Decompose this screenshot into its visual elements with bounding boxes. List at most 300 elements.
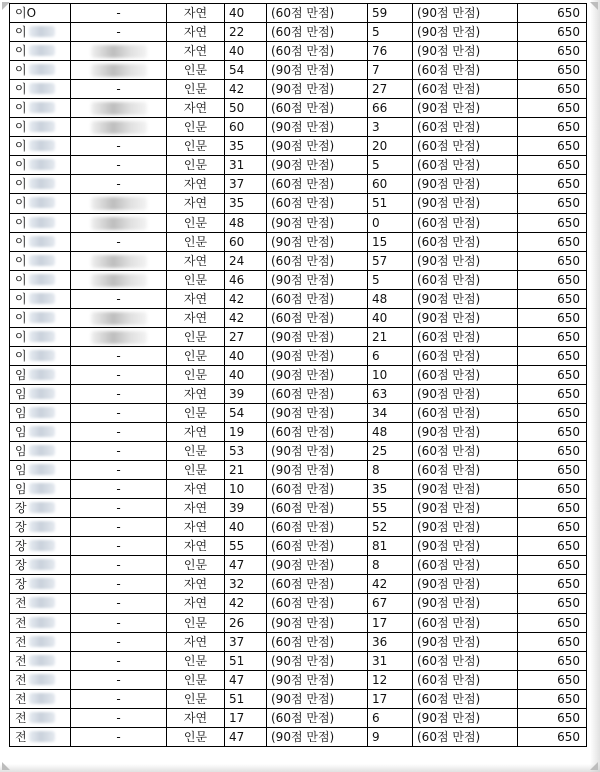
m1-text: (90점 만점) — [271, 272, 335, 287]
s1-text: 10 — [229, 482, 245, 497]
name-text: 임 — [15, 406, 27, 420]
cell-s1 — [225, 156, 267, 175]
s1-text: 54 — [229, 63, 245, 78]
m2-text: (60점 만점) — [417, 672, 481, 687]
redacted-name — [29, 312, 55, 323]
cell-m2 — [413, 194, 518, 213]
cell-name — [10, 23, 71, 42]
etc-text: - — [116, 501, 121, 516]
cell-track — [167, 232, 225, 251]
redacted-name — [29, 293, 55, 304]
cell-name — [10, 213, 71, 232]
cell-s2 — [368, 251, 413, 270]
m1-text: (60점 만점) — [271, 253, 335, 268]
cell-etc — [71, 61, 167, 80]
cell-name — [10, 118, 71, 137]
cell-track — [167, 632, 225, 651]
track-text: 자연 — [183, 196, 208, 211]
table-row — [10, 308, 587, 327]
redacted-name — [29, 540, 55, 551]
cell-total — [518, 4, 587, 23]
s1-text: 42 — [229, 596, 245, 611]
corner-mark-bottom-right — [590, 762, 598, 770]
cell-etc — [71, 23, 167, 42]
cell-name — [10, 403, 71, 422]
cell-s1 — [225, 461, 267, 480]
cell-m1 — [267, 99, 368, 118]
redacted-name — [29, 102, 55, 113]
etc-text: - — [116, 520, 121, 535]
cell-etc — [71, 289, 167, 308]
redacted-name — [29, 674, 55, 685]
cell-s1 — [225, 594, 267, 613]
m2-text: (60점 만점) — [417, 558, 481, 573]
track-text: 자연 — [183, 291, 208, 306]
total-text: 650 — [557, 444, 580, 459]
track-text: 자연 — [183, 520, 208, 535]
track-text: 인문 — [183, 653, 208, 668]
cell-m1 — [267, 80, 368, 99]
redacted-note — [91, 197, 147, 210]
name-text: 임 — [15, 425, 27, 440]
cell-m1 — [267, 137, 368, 156]
cell-m2 — [413, 384, 518, 403]
track-text: 인문 — [183, 729, 208, 744]
cell-s2 — [368, 689, 413, 708]
name-text: 이O — [15, 6, 37, 21]
total-text: 650 — [557, 615, 580, 630]
cell-total — [518, 365, 587, 384]
redacted-name — [29, 483, 55, 494]
cell-m2 — [413, 80, 518, 99]
s1-text: 47 — [229, 729, 245, 744]
table-row — [10, 289, 587, 308]
s1-text: 35 — [229, 196, 245, 211]
cell-s2 — [368, 575, 413, 594]
table-row — [10, 4, 587, 23]
cell-etc — [71, 727, 167, 746]
cell-m2 — [413, 480, 518, 499]
m1-text: (90점 만점) — [271, 215, 335, 230]
s1-text: 37 — [229, 177, 245, 192]
s2-text: 51 — [372, 196, 388, 211]
cell-name — [10, 42, 71, 61]
redacted-name — [29, 521, 55, 532]
redacted-name — [29, 255, 55, 266]
s2-text: 67 — [372, 596, 388, 611]
cell-etc — [71, 423, 167, 442]
name-text: 전 — [15, 634, 27, 649]
cell-m1 — [267, 23, 368, 42]
total-text: 650 — [557, 139, 580, 154]
name-text: 전 — [15, 710, 27, 725]
total-text: 650 — [557, 367, 580, 382]
cell-s2 — [368, 270, 413, 289]
m1-text: (60점 만점) — [271, 539, 335, 554]
redacted-name — [29, 121, 55, 132]
cell-track — [167, 594, 225, 613]
m1-text: (60점 만점) — [271, 425, 335, 440]
name-text: 이 — [15, 291, 27, 306]
s2-text: 17 — [372, 691, 388, 706]
cell-s2 — [368, 175, 413, 194]
table-row — [10, 708, 587, 727]
table-row — [10, 518, 587, 537]
cell-s1 — [225, 442, 267, 461]
redacted-name — [29, 502, 55, 513]
total-text: 650 — [557, 482, 580, 497]
etc-text: - — [116, 139, 121, 154]
redacted-name — [29, 140, 55, 151]
cell-etc — [71, 632, 167, 651]
table-row — [10, 480, 587, 499]
cell-etc — [71, 689, 167, 708]
s2-text: 63 — [372, 386, 388, 401]
cell-s2 — [368, 461, 413, 480]
m1-text: (90점 만점) — [271, 139, 335, 154]
m1-text: (60점 만점) — [271, 310, 335, 325]
s1-text: 32 — [229, 577, 245, 592]
track-text: 인문 — [183, 691, 208, 706]
redacted-name — [29, 197, 55, 208]
cell-m2 — [413, 594, 518, 613]
cell-total — [518, 156, 587, 175]
cell-etc — [71, 518, 167, 537]
cell-name — [10, 499, 71, 518]
s2-text: 25 — [372, 444, 388, 459]
etc-text: - — [116, 653, 121, 668]
cell-m2 — [413, 99, 518, 118]
cell-track — [167, 42, 225, 61]
table-row — [10, 365, 587, 384]
m2-text: (60점 만점) — [417, 329, 481, 344]
s1-text: 50 — [229, 101, 245, 116]
redacted-name — [29, 445, 55, 456]
cell-track — [167, 213, 225, 232]
track-text: 인문 — [183, 463, 208, 478]
s2-text: 48 — [372, 291, 388, 306]
etc-text: - — [116, 234, 121, 249]
redacted-name — [29, 559, 55, 570]
m1-text: (60점 만점) — [271, 177, 335, 192]
total-text: 650 — [557, 63, 580, 78]
total-text: 650 — [557, 634, 580, 649]
m1-text: (90점 만점) — [271, 691, 335, 706]
table-row — [10, 423, 587, 442]
cell-s1 — [225, 308, 267, 327]
cell-m1 — [267, 308, 368, 327]
m2-text: (60점 만점) — [417, 234, 481, 249]
m2-text: (60점 만점) — [417, 215, 481, 230]
table-row — [10, 61, 587, 80]
cell-s1 — [225, 632, 267, 651]
cell-name — [10, 461, 71, 480]
redacted-note — [91, 312, 147, 325]
cell-s2 — [368, 327, 413, 346]
cell-etc — [71, 537, 167, 556]
cell-s2 — [368, 480, 413, 499]
cell-m2 — [413, 727, 518, 746]
cell-s1 — [225, 575, 267, 594]
redacted-name — [29, 464, 55, 475]
cell-s1 — [225, 613, 267, 632]
cell-total — [518, 651, 587, 670]
s1-text: 51 — [229, 653, 245, 668]
cell-etc — [71, 194, 167, 213]
cell-etc — [71, 613, 167, 632]
m1-text: (90점 만점) — [271, 653, 335, 668]
redacted-name — [29, 217, 55, 228]
cell-total — [518, 251, 587, 270]
s2-text: 59 — [372, 6, 388, 21]
cell-name — [10, 251, 71, 270]
cell-m2 — [413, 213, 518, 232]
cell-etc — [71, 156, 167, 175]
name-text: 장 — [15, 501, 27, 516]
m2-text: (90점 만점) — [417, 634, 481, 649]
m2-text: (60점 만점) — [417, 272, 481, 287]
cell-total — [518, 99, 587, 118]
m2-text: (60점 만점) — [417, 691, 481, 706]
cell-total — [518, 175, 587, 194]
cell-m2 — [413, 175, 518, 194]
s2-text: 31 — [372, 653, 388, 668]
cell-etc — [71, 80, 167, 99]
m2-text: (90점 만점) — [417, 482, 481, 497]
cell-track — [167, 461, 225, 480]
etc-text: - — [116, 463, 121, 478]
total-text: 650 — [557, 520, 580, 535]
name-text: 장 — [15, 558, 27, 573]
cell-etc — [71, 232, 167, 251]
m2-text: (60점 만점) — [417, 615, 481, 630]
cell-s1 — [225, 232, 267, 251]
cell-s2 — [368, 727, 413, 746]
track-text: 인문 — [183, 367, 208, 382]
cell-m2 — [413, 423, 518, 442]
m2-text: (90점 만점) — [417, 177, 481, 192]
cell-m2 — [413, 537, 518, 556]
table-row — [10, 499, 587, 518]
cell-s2 — [368, 232, 413, 251]
cell-m2 — [413, 137, 518, 156]
cell-total — [518, 499, 587, 518]
m1-text: (60점 만점) — [271, 6, 335, 21]
table-row — [10, 327, 587, 346]
cell-etc — [71, 499, 167, 518]
s1-text: 47 — [229, 558, 245, 573]
m1-text: (90점 만점) — [271, 348, 335, 363]
cell-m2 — [413, 518, 518, 537]
m1-text: (90점 만점) — [271, 158, 335, 173]
m1-text: (90점 만점) — [271, 406, 335, 420]
cell-s2 — [368, 670, 413, 689]
cell-name — [10, 632, 71, 651]
redacted-note — [91, 45, 147, 58]
s1-text: 40 — [229, 520, 245, 535]
cell-etc — [71, 575, 167, 594]
s1-text: 54 — [229, 406, 245, 420]
name-text: 이 — [15, 310, 27, 325]
cell-name — [10, 575, 71, 594]
cell-total — [518, 575, 587, 594]
s2-text: 5 — [372, 158, 380, 173]
corner-mark-top-right — [590, 2, 598, 10]
cell-m1 — [267, 346, 368, 365]
s2-text: 21 — [372, 329, 388, 344]
cell-m2 — [413, 651, 518, 670]
s1-text: 26 — [229, 615, 245, 630]
track-text: 자연 — [183, 177, 208, 192]
table-row — [10, 194, 587, 213]
table-row — [10, 118, 587, 137]
s2-text: 9 — [372, 729, 380, 744]
etc-text: - — [116, 444, 121, 459]
m2-text: (90점 만점) — [417, 6, 481, 21]
cell-m1 — [267, 61, 368, 80]
total-text: 650 — [557, 729, 580, 744]
cell-s1 — [225, 270, 267, 289]
corner-mark-bottom-left — [2, 762, 10, 770]
redacted-note — [91, 274, 147, 287]
m1-text: (60점 만점) — [271, 25, 335, 40]
etc-text: - — [116, 729, 121, 744]
s2-text: 66 — [372, 101, 388, 116]
redacted-name — [29, 45, 55, 56]
s1-text: 24 — [229, 253, 245, 268]
s2-text: 52 — [372, 520, 388, 535]
cell-s2 — [368, 365, 413, 384]
cell-m2 — [413, 61, 518, 80]
cell-total — [518, 80, 587, 99]
cell-track — [167, 480, 225, 499]
cell-m2 — [413, 23, 518, 42]
s1-text: 51 — [229, 691, 245, 706]
cell-name — [10, 156, 71, 175]
cell-track — [167, 575, 225, 594]
cell-total — [518, 556, 587, 575]
cell-name — [10, 4, 71, 23]
m1-text: (90점 만점) — [271, 234, 335, 249]
cell-m1 — [267, 403, 368, 422]
total-text: 650 — [557, 710, 580, 725]
s2-text: 6 — [372, 348, 380, 363]
redacted-note — [91, 331, 147, 344]
cell-s2 — [368, 213, 413, 232]
table-row — [10, 670, 587, 689]
etc-text: - — [116, 482, 121, 497]
cell-etc — [71, 4, 167, 23]
s1-text: 60 — [229, 234, 245, 249]
cell-name — [10, 594, 71, 613]
total-text: 650 — [557, 329, 580, 344]
cell-etc — [71, 384, 167, 403]
etc-text: - — [116, 158, 121, 173]
cell-s2 — [368, 518, 413, 537]
s2-text: 7 — [372, 63, 380, 78]
redacted-name — [29, 693, 55, 704]
cell-s2 — [368, 651, 413, 670]
m1-text: (60점 만점) — [271, 577, 335, 592]
cell-s1 — [225, 213, 267, 232]
cell-m2 — [413, 308, 518, 327]
redacted-name — [29, 731, 55, 742]
cell-m1 — [267, 518, 368, 537]
cell-m1 — [267, 42, 368, 61]
redacted-name — [29, 369, 55, 380]
cell-m1 — [267, 632, 368, 651]
table-row — [10, 42, 587, 61]
m1-text: (90점 만점) — [271, 120, 335, 135]
cell-s1 — [225, 518, 267, 537]
cell-total — [518, 480, 587, 499]
cell-m1 — [267, 480, 368, 499]
cell-m1 — [267, 499, 368, 518]
cell-m1 — [267, 613, 368, 632]
cell-m2 — [413, 251, 518, 270]
etc-text: - — [116, 615, 121, 630]
m2-text: (60점 만점) — [417, 348, 481, 363]
redacted-name — [29, 617, 55, 628]
cell-m2 — [413, 442, 518, 461]
total-text: 650 — [557, 196, 580, 211]
s1-text: 27 — [229, 329, 245, 344]
etc-text: - — [116, 558, 121, 573]
cell-s1 — [225, 708, 267, 727]
redacted-note — [91, 217, 147, 230]
cell-m1 — [267, 423, 368, 442]
table-row — [10, 213, 587, 232]
redacted-name — [29, 331, 55, 342]
cell-total — [518, 42, 587, 61]
track-text: 자연 — [183, 596, 208, 611]
s2-text: 48 — [372, 425, 388, 440]
cell-m1 — [267, 327, 368, 346]
cell-m1 — [267, 651, 368, 670]
redacted-name — [29, 236, 55, 247]
table-row — [10, 384, 587, 403]
cell-etc — [71, 99, 167, 118]
name-text: 임 — [15, 386, 27, 401]
cell-s1 — [225, 327, 267, 346]
m2-text: (90점 만점) — [417, 501, 481, 516]
cell-m2 — [413, 499, 518, 518]
m1-text: (90점 만점) — [271, 558, 335, 573]
name-text: 전 — [15, 672, 27, 687]
etc-text: - — [116, 6, 121, 21]
s2-text: 10 — [372, 367, 388, 382]
m2-text: (90점 만점) — [417, 539, 481, 554]
m2-text: (90점 만점) — [417, 710, 481, 725]
cell-track — [167, 308, 225, 327]
redacted-name — [29, 274, 55, 285]
cell-s1 — [225, 537, 267, 556]
cell-m1 — [267, 442, 368, 461]
total-text: 650 — [557, 386, 580, 401]
total-text: 650 — [557, 577, 580, 592]
cell-s2 — [368, 499, 413, 518]
s1-text: 17 — [229, 710, 245, 725]
track-text: 자연 — [183, 25, 208, 40]
cell-track — [167, 270, 225, 289]
cell-track — [167, 289, 225, 308]
etc-text: - — [116, 425, 121, 440]
cell-total — [518, 708, 587, 727]
s1-text: 31 — [229, 158, 245, 173]
name-text: 이 — [15, 101, 27, 116]
s1-text: 42 — [229, 291, 245, 306]
total-text: 650 — [557, 501, 580, 516]
